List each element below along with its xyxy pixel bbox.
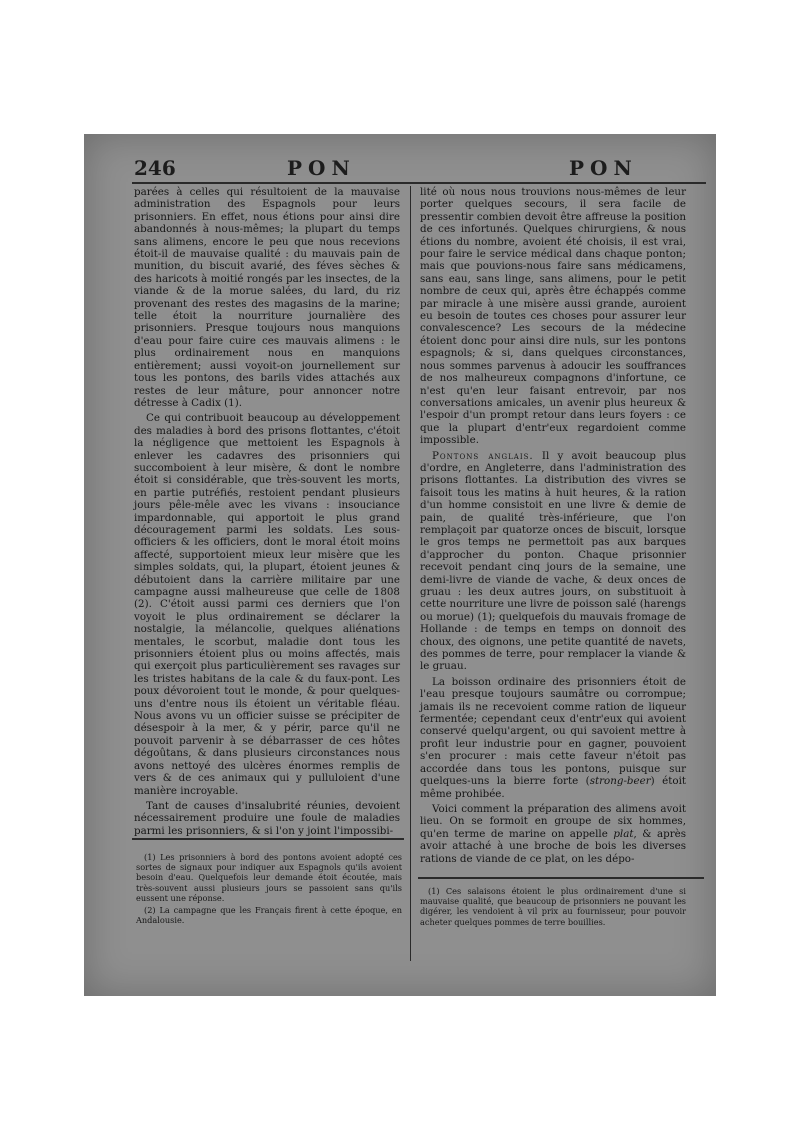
scanned-page bbox=[84, 134, 716, 996]
footnote-rule bbox=[418, 877, 704, 879]
section-heading: Pontons anglais. bbox=[432, 449, 534, 462]
running-head-right: PON bbox=[569, 156, 638, 180]
footnote: (1) Les prisonniers à bord des pontons avoient adopté ces sortes de signaux pour indiquer aux Espagnols qu'ils avoient besoin d'eau. Quelquefois leur demande étoit écoutée, mais très-souvent aussi plusieurs jours se passoient sans qu'ils eussent une réponse. bbox=[136, 852, 402, 903]
column-divider bbox=[410, 186, 411, 961]
body-paragraph bbox=[420, 676, 686, 800]
paragraph-text: Il y avoit beaucoup plus d'ordre, en Angleterre, dans l'administration des prisons flottantes. La distribution des vivres se faisoit tous les matins à huit heures, & la ration d'un homme consistoit en une livre & demie de pain, de qualité très-inférieure, que l'on remplaçoit par quatorze onces de biscuit, lorsque le gros temps ne permettoit pas aux barques d'approcher du ponton. Chaque prisonnier recevoit pendant cinq jours de la semaine, une demi-livre de viande de vache, & deux onces de gruau : les deux autres jours, on substituoit à cette nourriture une livre de poisson salé (harengs ou morue) (1); quelquefois du mauvais fromage de Hollande : de temps en temps on donnoit des choux, des oignons, une petite quantité de navets, des pommes de terre, pour remplacer la viande & le gruau. bbox=[420, 449, 686, 673]
paragraph-text: ) étoit même prohibée. bbox=[420, 775, 686, 800]
page-number: 246 bbox=[134, 156, 176, 180]
left-footnotes bbox=[136, 852, 402, 927]
body-paragraph: Ce qui contribuoit beaucoup au développement des maladies à bord des prisons flottantes, c'étoit la négligence que mettoient les Espagnols à enlever les cadavres des prisonniers qui succomboient à leur misère, & dont le nombre étoit si considérable, que très-souvent les morts, en partie putréfiés, restoient pendant plusieurs jours pêle-mêle avec les vivans : insouciance impardonnable, qui apportoit le plus grand découragement parmi les soldats. Les sous-officiers & les officiers, dont le moral étoit moins affecté, supportoient mieux leur misère que les simples soldats, qui, la plupart, étoient jeunes & débutoient dans la carrière militaire par une campagne aussi malheureuse que celle de 1808 (2). C'étoit aussi parmi ces derniers que l'on voyoit le plus ordinairement se déclarer la nostalgie, la mélancolie, quelques aliénations mentales, le scorbut, maladie dont tous les prisonniers étoient plus ou moins affectés, mais qui exerçoit plus particulièrement ses ravages sur les tristes habitans de la cale & du faux-pont. Les poux dévoroient tout le monde, & pour quelques-uns d'entre nous ils étoient un véritable fléau. Nous avons vu un officier suisse se précipiter de désespoir à la mer, & y périr, parce qu'il ne pouvoit parvenir à se débarrasser de ces hôtes dégoûtans, & dans plusieurs circonstances nous avons nettoyé des ulcères énormes remplis de vers & de ces animaux qui y pulluloient d'une manière incroyable. bbox=[134, 412, 400, 797]
italic-term: strong-beer bbox=[589, 775, 651, 788]
footnote-rule bbox=[132, 838, 404, 840]
paragraph-text: Voici comment la préparation des alimens avoit lieu. On se formoit en groupe de six hommes, qu'en terme de marine on appelle bbox=[420, 802, 686, 840]
body-paragraph bbox=[420, 803, 686, 865]
right-footnotes bbox=[420, 886, 686, 929]
footnote: (1) Ces salaisons étoient le plus ordinairement d'une si mauvaise qualité, que beaucoup de prisonniers ne pouvant les digérer, les vendoient à vil prix au fournisseur, pour pouvoir acheter quelques pommes de terre bouillies. bbox=[420, 886, 686, 927]
footnote: (2) La campagne que les Français firent à cette époque, en Andalousie. bbox=[136, 905, 402, 926]
paragraph-text: La boisson ordinaire des prisonniers étoit de l'eau presque toujours saumâtre ou corrompue; jamais ils ne recevoient comme ration de liqueur fermentée; cependant ceux d'entr'eux qui avoient conservé quelqu'argent, ou qui savoient mettre à profit leur industrie pour en gagner, pouvoient s'en procurer : mais cette faveur n'étoit pas accordée dans tous les pontons, puisque sur quelques-uns la bierre forte ( bbox=[420, 675, 686, 788]
body-paragraph: parées à celles qui résultoient de la mauvaise administration des Espagnols pour leurs prisonniers. En effet, nous étions pour ainsi dire abandonnés à nous-mêmes; la plupart du temps sans alimens, encore le peu que nous recevions étoit-il de mauvaise qualité : du mauvais pain de munition, du biscuit avarié, des féves sèches & des haricots à moitié rongés par les insectes, de la viande & de la morue salées, du lard, du riz provenant des restes des magasins de la marine; telle étoit la nourriture journalière des prisonniers. Presque toujours nous manquions d'eau pour faire cuire ces mauvais alimens : le plus ordinairement nous en manquions entièrement; aussi voyoit-on journellement sur tous les pontons, des barils vides attachés aux restes de leur mâture, pour annoncer notre détresse à Cadix (1). bbox=[134, 186, 400, 409]
body-paragraph bbox=[420, 450, 686, 673]
body-paragraph: Tant de causes d'insalubrité réunies, devoient nécessairement produire une foule de maladies parmi les prisonniers, & si l'on y joint l'impossibi- bbox=[134, 799, 400, 837]
paragraph-text: , & après avoir attaché à une broche de bois les diverses rations de viande de ce plat, on les dépo- bbox=[420, 827, 686, 865]
right-column bbox=[420, 186, 686, 868]
running-head-left: PON bbox=[287, 156, 356, 180]
body-paragraph: lité où nous nous trouvions nous-mêmes de leur porter quelques secours, il sera facile de pressentir combien devoit être affreuse la position de ces infortunés. Quelques chirurgiens, & nous étions du nombre, avoient été choisis, il est vrai, pour faire le service médical dans chaque ponton; mais que pouvions-nous faire sans médicamens, sans eau, sans linge, sans alimens, pour le petit nombre de ceux qui, après être échappés comme par miracle à une misère aussi grande, auroient eu besoin de toutes ces choses pour assurer leur convalescence? Les secours de la médecine étoient donc pour ainsi dire nuls, sur les pontons espagnols; & si, dans quelques circonstances, nous sommes parvenus à adoucir les souffrances de nos malheureux compagnons d'infortune, ce n'est qu'en leur faisant entrevoir, par nos conversations amicales, un avenir plus heureux & l'espoir d'un prompt retour dans leurs foyers : ce que la plupart d'entr'eux regardoient comme impossible. bbox=[420, 186, 686, 447]
left-column bbox=[134, 186, 400, 840]
italic-term: plat bbox=[613, 827, 634, 840]
header-rule bbox=[132, 182, 706, 184]
